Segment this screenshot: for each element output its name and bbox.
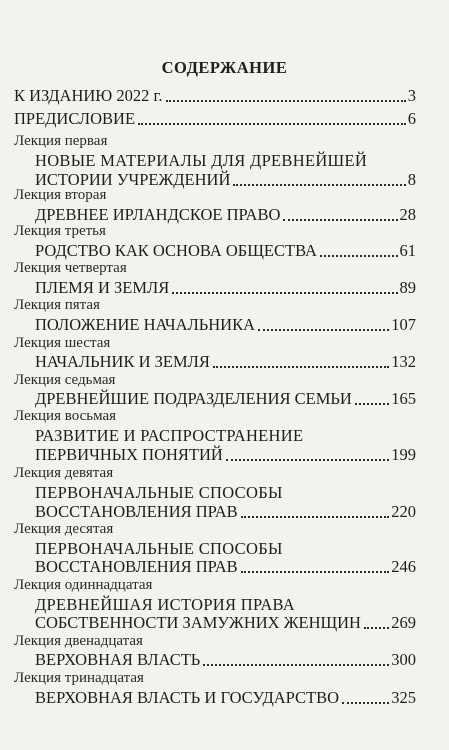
entry-title: СОБСТВЕННОСТИ ЗАМУЖНИХ ЖЕНЩИН <box>35 613 361 632</box>
entry-title: ДРЕВНЕЕ ИРЛАНДСКОЕ ПРАВО <box>35 205 281 224</box>
entry-page: 269 <box>391 613 416 632</box>
entry-page: 6 <box>407 109 416 128</box>
leader-dots <box>342 702 389 704</box>
entry-title: НАЧАЛЬНИК И ЗЕМЛЯ <box>35 352 210 371</box>
entry-page: 28 <box>399 205 416 224</box>
leader-dots <box>258 329 389 331</box>
toc-entry-lecture-6 <box>35 352 416 372</box>
lecture-label: Лекция десятая <box>14 521 114 537</box>
entry-title: К ИЗДАНИЮ 2022 г. <box>14 86 163 105</box>
toc-entry-lecture-12 <box>35 650 416 670</box>
entry-title: ИСТОРИИ УЧРЕЖДЕНИЙ <box>35 170 231 189</box>
lecture-label: Лекция вторая <box>14 187 107 203</box>
lecture-title-line: РАЗВИТИЕ И РАСПРОСТРАНЕНИЕ <box>35 426 304 445</box>
lecture-label: Лекция четвертая <box>14 260 127 276</box>
lecture-title-line: ПЕРВОНАЧАЛЬНЫЕ СПОСОБЫ <box>35 483 283 502</box>
leader-dots <box>241 571 390 573</box>
entry-page: 199 <box>391 445 416 464</box>
entry-title: ПРЕДИСЛОВИЕ <box>14 109 136 128</box>
toc-entry-foreword-2022 <box>14 86 416 106</box>
entry-page: 8 <box>407 170 416 189</box>
lecture-label: Лекция пятая <box>14 297 100 313</box>
entry-page: 89 <box>399 278 416 297</box>
entry-page: 3 <box>407 86 416 105</box>
lecture-label: Лекция одиннадцатая <box>14 577 153 593</box>
lecture-label: Лекция двенадцатая <box>14 633 143 649</box>
leader-dots <box>364 627 389 629</box>
toc-entry-lecture-4 <box>35 278 416 298</box>
leader-dots <box>241 516 390 518</box>
lecture-label: Лекция восьмая <box>14 408 117 424</box>
lecture-title-line: ДРЕВНЕЙШАЯ ИСТОРИЯ ПРАВА <box>35 595 296 614</box>
entry-page: 132 <box>391 352 416 371</box>
leader-dots <box>233 184 405 186</box>
lecture-label: Лекция первая <box>14 133 108 149</box>
leader-dots <box>226 459 389 461</box>
leader-dots <box>203 664 389 666</box>
entry-title: РОДСТВО КАК ОСНОВА ОБЩЕСТВА <box>35 241 317 260</box>
entry-page: 107 <box>391 315 416 334</box>
entry-title: ВЕРХОВНАЯ ВЛАСТЬ <box>35 650 201 669</box>
toc-entry-preface <box>14 109 416 129</box>
entry-page: 325 <box>391 688 416 707</box>
toc-entry-lecture-9 <box>35 502 416 522</box>
lecture-label: Лекция шестая <box>14 335 111 351</box>
entry-page: 300 <box>391 650 416 669</box>
toc-entry-lecture-3 <box>35 241 416 261</box>
leader-dots <box>320 255 398 257</box>
entry-page: 61 <box>399 241 416 260</box>
entry-title: ВОССТАНОВЛЕНИЯ ПРАВ <box>35 557 238 576</box>
lecture-label: Лекция седьмая <box>14 372 116 388</box>
lecture-label: Лекция девятая <box>14 465 114 481</box>
toc-entry-lecture-8 <box>35 445 416 465</box>
lecture-title-line: ПЕРВОНАЧАЛЬНЫЕ СПОСОБЫ <box>35 539 283 558</box>
toc-entry-lecture-10 <box>35 557 416 577</box>
entry-page: 220 <box>391 502 416 521</box>
entry-title: ВЕРХОВНАЯ ВЛАСТЬ И ГОСУДАРСТВО <box>35 688 340 707</box>
entry-title: ПЛЕМЯ И ЗЕМЛЯ <box>35 278 170 297</box>
leader-dots <box>213 366 389 368</box>
entry-title: ВОССТАНОВЛЕНИЯ ПРАВ <box>35 502 238 521</box>
lecture-label: Лекция тринадцатая <box>14 670 144 686</box>
toc-entry-lecture-5 <box>35 315 416 335</box>
leader-dots <box>172 292 397 294</box>
leader-dots <box>138 123 406 125</box>
toc-heading: СОДЕРЖАНИЕ <box>161 58 288 77</box>
entry-title: ПОЛОЖЕНИЕ НАЧАЛЬНИКА <box>35 315 255 334</box>
entry-page: 165 <box>391 389 416 408</box>
entry-page: 246 <box>391 557 416 576</box>
toc-entry-lecture-13 <box>35 688 416 708</box>
toc-entry-lecture-7 <box>35 389 416 409</box>
leader-dots <box>166 100 406 102</box>
leader-dots <box>283 219 397 221</box>
lecture-title-line: НОВЫЕ МАТЕРИАЛЫ ДЛЯ ДРЕВНЕЙШЕЙ <box>35 151 368 170</box>
entry-title: ПЕРВИЧНЫХ ПОНЯТИЙ <box>35 445 223 464</box>
toc-entry-lecture-11 <box>35 613 416 633</box>
entry-title: ДРЕВНЕЙШИЕ ПОДРАЗДЕЛЕНИЯ СЕМЬИ <box>35 389 352 408</box>
leader-dots <box>355 403 389 405</box>
lecture-label: Лекция третья <box>14 223 106 239</box>
